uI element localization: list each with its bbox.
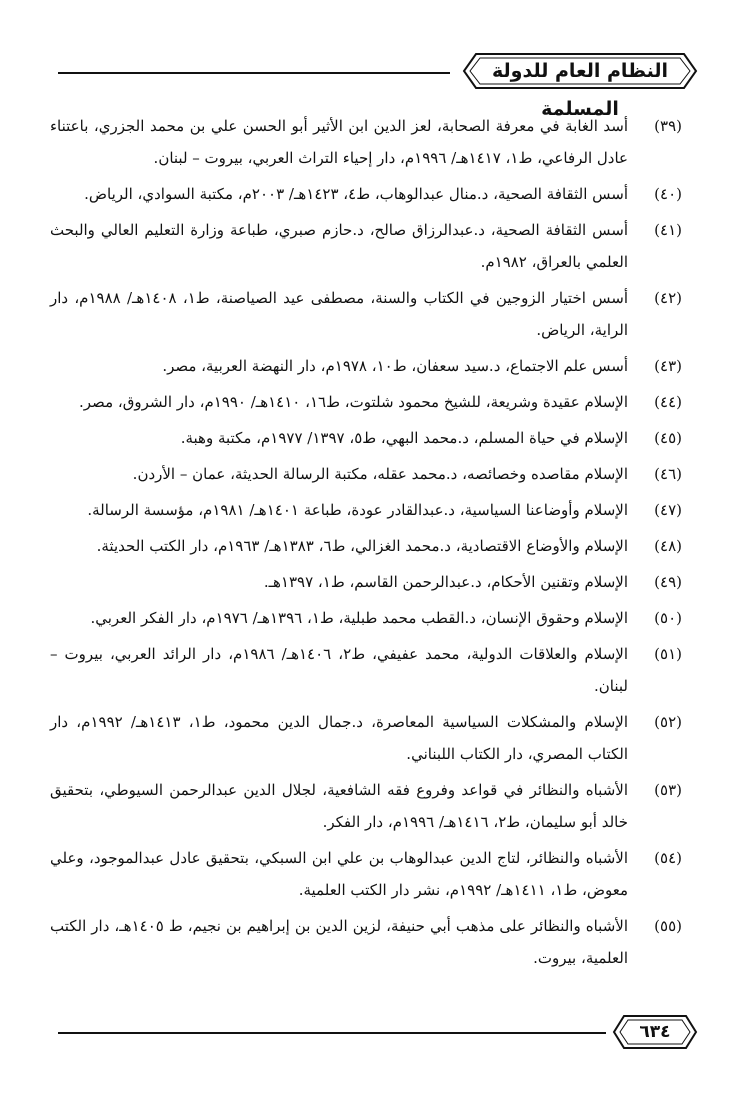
entry-text: أسس علم الاجتماع، د.سيد سعفان، ط١٠، ١٩٧٨م، دار النهضة العربية، مصر. xyxy=(162,357,628,375)
entry-text: أسس الثقافة الصحية، د.منال عبدالوهاب، ط٤، ١٤٢٣هـ/ ٢٠٠٣م، مكتبة السوادي، الرياض. xyxy=(84,185,628,203)
entry-number: (٤٧) xyxy=(654,501,682,519)
entry-text: الإسلام عقيدة وشريعة، للشيخ محمود شلتوت، ط١٦، ١٤١٠هـ/ ١٩٩٠م، دار الشروق، مصر. xyxy=(79,393,628,411)
entry-number: (٤٥) xyxy=(654,429,682,447)
bibliography-entry xyxy=(50,110,682,174)
bibliography-entry xyxy=(50,214,682,278)
bibliography-entry xyxy=(50,842,682,906)
bibliography-entry xyxy=(50,910,682,974)
entry-number: (٥٣) xyxy=(654,781,682,799)
entry-number: (٤٨) xyxy=(654,537,682,555)
entry-text: أسد الغابة في معرفة الصحابة، لعز الدين ابن الأثير أبو الحسن علي بن محمد الجزري، باعتناء عادل الرفاعي، ط١، ١٤١٧هـ/ ١٩٩٦م، دار إحياء التراث العربي، بيروت – لبنان. xyxy=(50,117,628,167)
entry-number: (٤٢) xyxy=(654,289,682,307)
entry-number: (٤٩) xyxy=(654,573,682,591)
entry-number: (٤١) xyxy=(654,221,682,239)
header-title-frame xyxy=(462,52,698,120)
bibliography-entry xyxy=(50,530,682,562)
bibliography-entry xyxy=(50,602,682,634)
entry-number: (٤٠) xyxy=(654,185,682,203)
entry-text: الإسلام والعلاقات الدولية، محمد عفيفي، ط٢، ١٤٠٦هـ/ ١٩٨٦م، دار الرائد العربي، بيروت – لبنان. xyxy=(50,645,628,695)
bibliography-entry xyxy=(50,566,682,598)
bibliography-entry xyxy=(50,706,682,770)
page-number-frame xyxy=(612,1014,698,1050)
bibliography-entry xyxy=(50,282,682,346)
page-title: النظام العام للدولة المسلمة xyxy=(492,60,668,120)
entry-text: الإسلام والأوضاع الاقتصادية، د.محمد الغزالي، ط٦، ١٣٨٣هـ/ ١٩٦٣م، دار الكتب الحديثة. xyxy=(96,537,628,555)
bibliography-entry xyxy=(50,178,682,210)
bibliography-entry xyxy=(50,774,682,838)
bibliography-entry xyxy=(50,386,682,418)
bibliography-entry xyxy=(50,422,682,454)
entry-text: الأشباه والنظائر على مذهب أبي حنيفة، لزين الدين بن إبراهيم بن نجيم، ط ١٤٠٥هـ، دار الكتب العلمية، بيروت. xyxy=(50,917,628,967)
entry-number: (٤٤) xyxy=(654,393,682,411)
page-number: ٦٣٤ xyxy=(639,1022,671,1042)
entry-text: الإسلام في حياة المسلم، د.محمد البهي، ط٥، ١٣٩٧/ ١٩٧٧م، مكتبة وهبة. xyxy=(180,429,628,447)
bibliography-entry xyxy=(50,494,682,526)
entry-number: (٥٤) xyxy=(654,849,682,867)
entry-text: الإسلام وتقنين الأحكام، د.عبدالرحمن القاسم، ط١، ١٣٩٧هـ. xyxy=(263,573,628,591)
entry-number: (٥٠) xyxy=(654,609,682,627)
entry-number: (٥٥) xyxy=(654,917,682,935)
entry-number: (٥١) xyxy=(654,645,682,663)
header-rule xyxy=(58,72,450,74)
footer-rule xyxy=(58,1032,606,1034)
bibliography-entry xyxy=(50,638,682,702)
bibliography-entry xyxy=(50,350,682,382)
entry-number: (٥٢) xyxy=(654,713,682,731)
entry-number: (٤٦) xyxy=(654,465,682,483)
entry-text: أسس الثقافة الصحية، د.عبدالرزاق صالح، د.حازم صبري، طباعة وزارة التعليم العالي والبحث العلمي بالعراق، ١٩٨٢م. xyxy=(50,221,628,271)
entry-text: الإسلام والمشكلات السياسية المعاصرة، د.جمال الدين محمود، ط١، ١٤١٣هـ/ ١٩٩٢م، دار الكتاب المصري، دار الكتاب اللبناني. xyxy=(50,713,628,763)
entry-text: الإسلام وحقوق الإنسان، د.القطب محمد طبلية، ط١، ١٣٩٦هـ/ ١٩٧٦م، دار الفكر العربي. xyxy=(90,609,628,627)
entry-text: الإسلام وأوضاعنا السياسية، د.عبدالقادر عودة، طباعة ١٤٠١هـ/ ١٩٨١م، مؤسسة الرسالة. xyxy=(87,501,628,519)
entry-text: الأشباه والنظائر، لتاج الدين عبدالوهاب بن علي ابن السبكي، بتحقيق عادل عبدالموجود، وعلي معوض، ط١، ١٤١١هـ/ ١٩٩٢م، نشر دار الكتب العلمية. xyxy=(50,849,628,899)
entry-number: (٣٩) xyxy=(654,117,682,135)
entry-text: الإسلام مقاصده وخصائصه، د.محمد عقله، مكتبة الرسالة الحديثة، عمان – الأردن. xyxy=(132,465,628,483)
entry-text: الأشباه والنظائر في قواعد وفروع فقه الشافعية، لجلال الدين عبدالرحمن السيوطي، بتحقيق خالد أبو سليمان، ط٢، ١٤١٦هـ/ ١٩٩٦م، دار الفكر. xyxy=(50,781,628,831)
bibliography-entry xyxy=(50,458,682,490)
page-footer xyxy=(58,1010,698,1056)
bibliography-list xyxy=(50,110,682,978)
page-header xyxy=(58,50,698,120)
entry-text: أسس اختيار الزوجين في الكتاب والسنة، مصطفى عيد الصياصنة، ط١، ١٤٠٨هـ/ ١٩٨٨م، دار الراية، الرياض. xyxy=(50,289,629,339)
entry-number: (٤٣) xyxy=(654,357,682,375)
